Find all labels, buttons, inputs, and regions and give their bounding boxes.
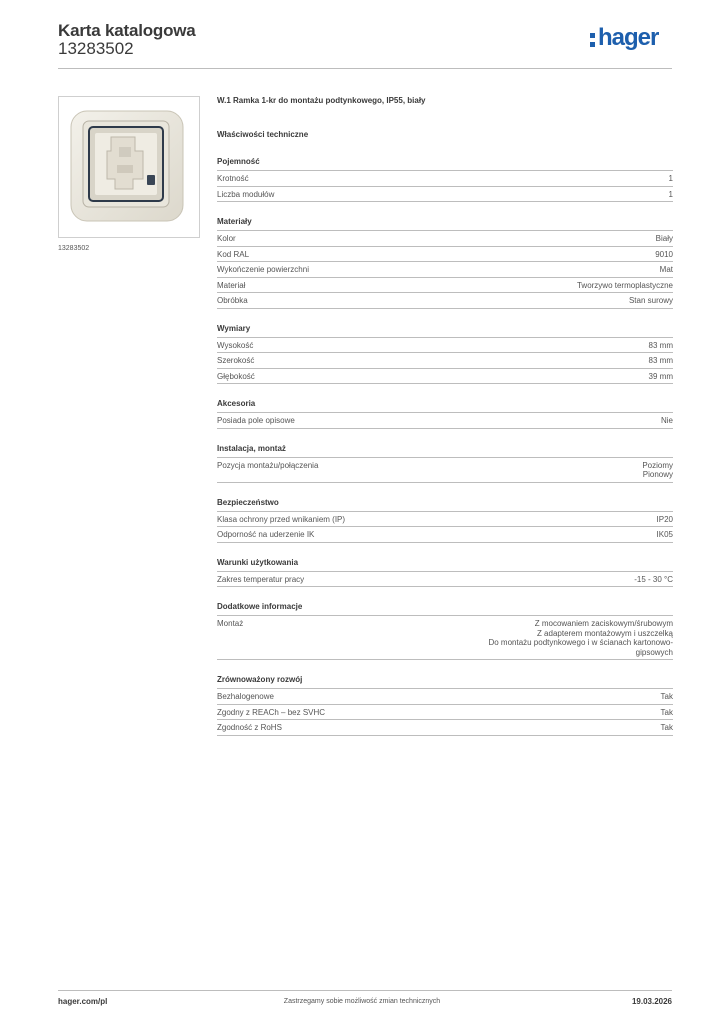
section-title: Dodatkowe informacje (217, 601, 673, 616)
spec-label: Posiada pole opisowe (217, 416, 295, 425)
spec-value (249, 250, 673, 260)
spec-label: Bezhalogenowe (217, 692, 274, 701)
spec-row (217, 171, 673, 187)
section-title: Bezpieczeństwo (217, 497, 673, 512)
spec-value (248, 296, 673, 306)
spec-value (236, 234, 673, 244)
spec-section (217, 443, 673, 483)
spec-label: Klasa ochrony przed wnikaniem (IP) (217, 514, 346, 524)
spec-value (345, 515, 673, 525)
logo-wordmark: hager (598, 24, 659, 51)
spec-value-line: Tak (660, 692, 673, 701)
spec-label: Pozycja montażu/połączenia (217, 460, 319, 470)
spec-value (325, 708, 673, 718)
spec-row (217, 689, 673, 705)
spec-section (217, 398, 673, 429)
spec-section (217, 216, 673, 309)
spec-label: Obróbka (217, 296, 248, 305)
spec-value (295, 416, 673, 426)
spec-value-line: IP20 (656, 514, 673, 524)
spec-value-line: Poziomy (642, 460, 673, 470)
technical-properties-heading: Właściwości techniczne (217, 130, 309, 139)
spec-content (217, 96, 673, 736)
spec-label: Kolor (217, 234, 236, 243)
spec-section (217, 674, 673, 736)
footer-date: 19.03.2026 (631, 997, 672, 1006)
spec-section (217, 601, 673, 660)
document-title: Karta katalogowa (58, 21, 196, 40)
spec-value (309, 265, 673, 275)
spec-row (217, 705, 673, 721)
spec-row (217, 616, 673, 660)
spec-value (253, 341, 673, 351)
section-title: Wymiary (217, 323, 673, 338)
spec-row (217, 458, 673, 483)
spec-row (217, 338, 673, 354)
spec-row (217, 720, 673, 736)
section-title: Materiały (217, 216, 673, 231)
spec-value-line: Z mocowaniem zaciskowym/śrubowym (534, 619, 673, 628)
spec-value-line: Tak (660, 707, 673, 717)
section-title: Warunki użytkowania (217, 557, 673, 572)
image-caption: 13283502 (58, 245, 90, 252)
spec-label: Montaż (217, 619, 244, 628)
spec-value (274, 190, 673, 200)
spec-value-line: gipsowych (635, 647, 673, 657)
spec-value-line: -15 - 30 °C (634, 574, 673, 584)
spec-value-line: 1 (668, 189, 673, 199)
hager-logo (590, 26, 676, 58)
spec-value-line: 83 mm (648, 356, 673, 365)
spec-label: Szerokość (217, 356, 255, 365)
spec-value (282, 723, 673, 733)
product-image (58, 96, 200, 238)
spec-value-line: Biały (655, 234, 673, 243)
spec-value-line: Tworzywo termoplastyczne (576, 280, 673, 290)
spec-value (304, 575, 673, 585)
section-title: Akcesoria (217, 398, 673, 413)
spec-row (217, 293, 673, 309)
spec-label: Głębokość (217, 371, 255, 381)
spec-value (249, 174, 673, 184)
spec-value-line: 39 mm (648, 371, 673, 381)
spec-value (255, 372, 673, 382)
spec-row (217, 353, 673, 369)
footer-divider (58, 990, 672, 991)
spec-section (217, 497, 673, 543)
spec-label: Wysokość (217, 340, 254, 350)
product-code: 13283502 (58, 39, 134, 58)
spec-value-line: Do montażu podtynkowego i w ścianach kartonowo- (488, 638, 673, 647)
spec-label: Zgodność z RoHS (217, 723, 282, 732)
product-title: W.1 Ramka 1-kr do montażu podtynkowego, IP55, biały (217, 96, 426, 105)
spec-section (217, 156, 673, 202)
spec-value-line: Nie (660, 416, 673, 425)
spec-section (217, 557, 673, 588)
frame-illustration (59, 97, 199, 237)
spec-value (245, 281, 673, 291)
spec-value (314, 530, 673, 540)
spec-value (243, 619, 673, 657)
section-title: Instalacja, montaż (217, 443, 673, 458)
spec-label: Zgodny z REACh – bez SVHC (217, 707, 326, 717)
spec-row (217, 231, 673, 247)
section-title: Zrównoważony rozwój (217, 674, 673, 689)
logo-dots-icon (590, 33, 596, 51)
section-title: Pojemność (217, 156, 673, 171)
spec-value-line: 9010 (655, 249, 673, 259)
spec-row (217, 187, 673, 203)
spec-label: Kod RAL (217, 249, 250, 259)
spec-row (217, 527, 673, 543)
spec-row (217, 572, 673, 588)
spec-label: Wykończenie powierzchni (217, 265, 309, 274)
footer-disclaimer: Zastrzegamy sobie możliwość zmian technicznych (283, 998, 441, 1005)
footer-website[interactable]: hager.com/pl (58, 997, 108, 1006)
spec-row (217, 262, 673, 278)
spec-label: Liczba modułów (217, 189, 275, 199)
spec-label: Zakres temperatur pracy (217, 574, 305, 584)
spec-row (217, 278, 673, 294)
spec-row (217, 247, 673, 263)
spec-section (217, 323, 673, 385)
spec-value-line: IK05 (656, 530, 673, 539)
header-divider (58, 68, 672, 69)
spec-value-line: 1 (668, 174, 673, 183)
spec-label: Krotność (217, 174, 249, 183)
spec-sections (217, 156, 673, 736)
spec-value-line: Z adapterem montażowym i uszczelką (536, 628, 673, 638)
spec-row (217, 369, 673, 385)
spec-row (217, 413, 673, 429)
spec-value (254, 356, 673, 366)
spec-value (274, 692, 673, 702)
spec-value-line: Mat (659, 265, 673, 274)
spec-value-line: 83 mm (648, 340, 673, 350)
spec-value-line: Tak (660, 723, 673, 732)
spec-row (217, 512, 673, 528)
spec-value-line: Pionowy (642, 470, 673, 479)
spec-value (318, 461, 673, 480)
spec-label: Odporność na uderzenie IK (217, 530, 315, 539)
spec-label: Materiał (217, 280, 246, 290)
spec-value-line: Stan surowy (628, 296, 673, 305)
